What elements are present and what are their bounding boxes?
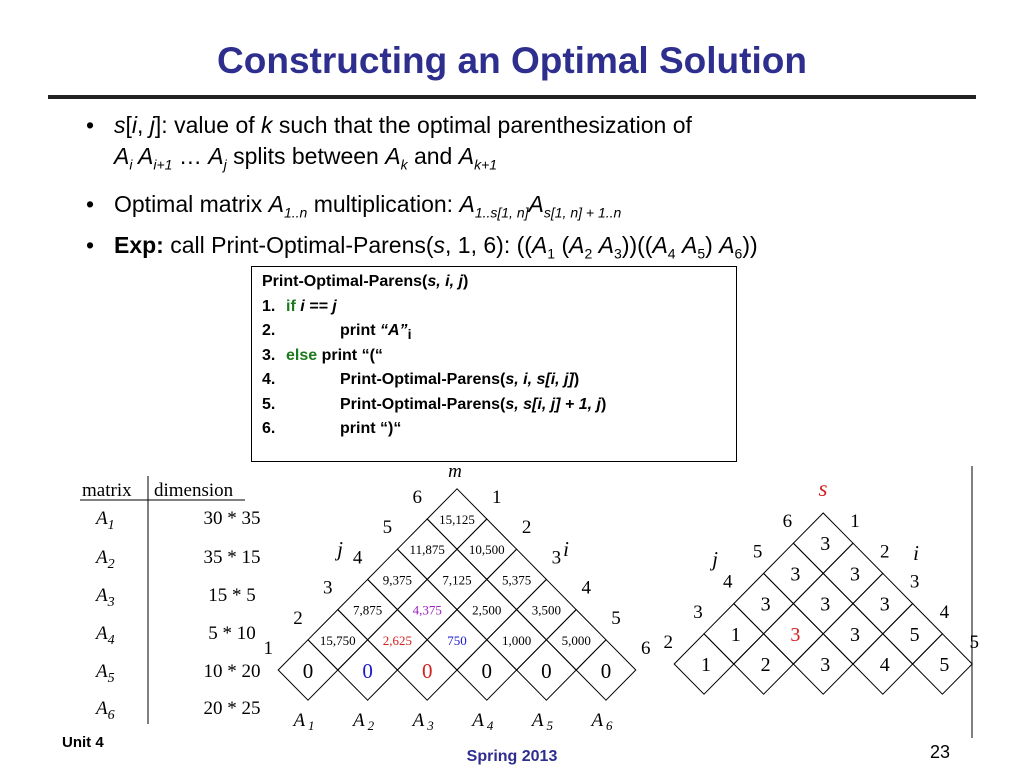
m-i-axis-label: i bbox=[563, 537, 569, 561]
table-dimension-cell: 5 * 10 bbox=[208, 623, 256, 644]
m-cell-value: 0 bbox=[600, 659, 612, 683]
matrix-letter: A bbox=[293, 710, 306, 731]
m-cell-value: 1,000 bbox=[501, 632, 532, 648]
footer-unit: Unit 4 bbox=[62, 734, 104, 751]
s-i-index: 3 bbox=[909, 571, 920, 593]
s-table-diagram bbox=[663, 476, 979, 694]
matrix-letter: A bbox=[412, 710, 425, 731]
s-cell-value: 5 bbox=[909, 623, 920, 646]
code-line-2: 2. print “$A”_i$ bbox=[262, 322, 412, 343]
header-dimension: dimension bbox=[154, 480, 234, 501]
s-cell-value: 3 bbox=[760, 593, 771, 616]
matrix-subscript: 1 bbox=[308, 718, 315, 733]
s-j-index: 2 bbox=[663, 632, 673, 653]
table-dimension-cell: 20 * 25 bbox=[203, 698, 261, 719]
s-cell-value: 4 bbox=[879, 654, 890, 676]
m-j-axis-label: j bbox=[337, 537, 343, 561]
m-matrix-label bbox=[411, 710, 435, 733]
table-dimension-cell: 35 * 15 bbox=[203, 547, 261, 568]
bullet-example: • Exp: call Print-Optimal-Parens(s, 1, 6): (($A_1$ ($A_2$ $A_3))((A_4$ $A_5$) $A_6$)) bbox=[86, 232, 758, 262]
s-i-index: 4 bbox=[939, 601, 950, 623]
matrix-subscript: 4 bbox=[486, 718, 494, 733]
code-line-6: 6. print “)“ bbox=[262, 420, 402, 437]
matrix-letter: A bbox=[96, 508, 108, 529]
m-cell-value: 7,125 bbox=[442, 572, 472, 588]
matrix-subscript: 6 bbox=[606, 718, 613, 733]
s-cell-value: 3 bbox=[850, 563, 860, 586]
matrix-letter: A bbox=[96, 547, 108, 568]
table-dimension-cell: 30 * 35 bbox=[203, 508, 261, 529]
m-cell-value: 7,875 bbox=[352, 602, 383, 618]
matrix-subscript: 3 bbox=[427, 718, 434, 733]
m-cell-value: 2,625 bbox=[382, 632, 413, 648]
m-cell-value: 5,000 bbox=[561, 632, 591, 648]
bullet-dot: • bbox=[86, 232, 95, 259]
slide-title: Constructing an Optimal Solution bbox=[217, 40, 807, 81]
bullet-line-2: $A_i$ $A_{i+1}$ … $A_j$ splits between $A_k$ and $A_{k+1}$ bbox=[114, 143, 498, 173]
s-cell-value: 3 bbox=[820, 533, 831, 556]
bullet-dot: • bbox=[86, 112, 95, 138]
s-cell-value: 3 bbox=[820, 654, 831, 676]
matrix-subscript: 1 bbox=[107, 517, 115, 533]
m-cell-value: 9,375 bbox=[382, 572, 413, 588]
m-cell-value: 3,500 bbox=[531, 602, 562, 618]
m-i-index: 4 bbox=[581, 577, 591, 599]
table-dimension-cell: 15 * 5 bbox=[208, 585, 256, 606]
s-i-index: 2 bbox=[880, 541, 890, 563]
m-cell-value: 15,750 bbox=[319, 632, 356, 648]
s-cell-value: 3 bbox=[790, 563, 801, 586]
m-cell-value: 0 bbox=[481, 659, 493, 683]
matrix-subscript: 4 bbox=[107, 632, 115, 648]
m-j-index: 4 bbox=[352, 547, 363, 569]
m-cell-value: 0 bbox=[541, 659, 552, 683]
m-i-index: 1 bbox=[492, 487, 502, 508]
matrix-subscript: 2 bbox=[367, 718, 375, 733]
m-i-index: 3 bbox=[551, 547, 562, 569]
matrix-letter: A bbox=[96, 698, 108, 719]
s-cell-value: 3 bbox=[879, 593, 890, 616]
code-line-5: 5. Print-Optimal-Parens(s, s[i, j] + 1, j) bbox=[262, 395, 607, 413]
m-cell-value: 15,125 bbox=[439, 512, 475, 527]
m-i-index: 5 bbox=[611, 607, 621, 629]
m-cell-value: 750 bbox=[447, 632, 467, 648]
matrix-letter: A bbox=[353, 710, 365, 731]
table-dimension-cell: 10 * 20 bbox=[203, 661, 261, 682]
m-cell-value: 0 bbox=[302, 659, 314, 683]
m-matrix-label bbox=[470, 710, 494, 733]
page-number: 23 bbox=[930, 742, 951, 762]
m-cell-value: 0 bbox=[421, 659, 433, 683]
bullet-line-1: s[i, j]: value of k such that the optimal parenthesization of bbox=[114, 112, 692, 138]
s-cell-value: 5 bbox=[939, 654, 950, 676]
matrix-subscript: 3 bbox=[107, 594, 115, 610]
s-cell-value: 3 bbox=[820, 593, 831, 616]
m-matrix-label bbox=[351, 710, 375, 733]
bullet-dot: • bbox=[86, 190, 95, 217]
s-cell-value: 2 bbox=[760, 654, 771, 676]
code-line-3: 3. else print “(“ bbox=[262, 346, 383, 364]
s-j-index: 4 bbox=[723, 571, 733, 593]
code-header: Print-Optimal-Parens(s, i, j) bbox=[262, 273, 469, 290]
matrix-letter: A bbox=[96, 661, 108, 682]
s-cell-value: 1 bbox=[730, 623, 741, 646]
s-j-index: 5 bbox=[752, 541, 763, 563]
s-j-axis-label: j bbox=[712, 547, 718, 571]
m-cell-value: 5,375 bbox=[501, 572, 532, 588]
m-j-index: 6 bbox=[412, 487, 422, 508]
code-line-4: 4. Print-Optimal-Parens(s, i, s[i, j]) bbox=[262, 371, 580, 388]
matrix-letter: A bbox=[472, 710, 484, 731]
bullet-optimal-multiplication: • Optimal matrix $A_{1..n}$ multiplication: $A_{1..s[1, n]}A_{s[1, n] + 1..n}$ bbox=[86, 190, 622, 221]
s-cell-value: 1 bbox=[701, 654, 711, 676]
matrix-letter: A bbox=[591, 710, 604, 731]
s-j-index: 3 bbox=[693, 601, 703, 623]
m-cell-value: 10,500 bbox=[468, 542, 505, 558]
footer-term: Spring 2013 bbox=[466, 748, 558, 765]
matrix-subscript: 5 bbox=[107, 670, 115, 686]
s-table-label: s bbox=[818, 476, 828, 501]
m-j-index: 3 bbox=[323, 577, 333, 599]
matrix-subscript: 6 bbox=[107, 707, 115, 723]
m-cell-value: 0 bbox=[362, 659, 373, 683]
m-i-index: 6 bbox=[641, 638, 651, 659]
m-matrix-label bbox=[530, 710, 554, 733]
m-j-index: 1 bbox=[263, 638, 273, 659]
matrix-letter: A bbox=[96, 623, 108, 644]
m-cell-value: 4,375 bbox=[412, 602, 442, 618]
m-table-diagram bbox=[263, 461, 650, 733]
s-i-index: 5 bbox=[969, 632, 979, 653]
s-i-axis-label: i bbox=[913, 541, 919, 565]
s-cell-value: 3 bbox=[850, 623, 860, 646]
header-matrix: matrix bbox=[82, 480, 132, 501]
matrix-subscript: 2 bbox=[107, 556, 115, 572]
s-i-index: 1 bbox=[850, 511, 860, 533]
m-j-index: 5 bbox=[382, 517, 393, 539]
matrix-letter: A bbox=[531, 710, 544, 731]
s-cell-value: 3 bbox=[790, 623, 801, 646]
code-line-1: 1. if i == j bbox=[262, 297, 337, 315]
m-cell-value: 2,500 bbox=[472, 602, 502, 618]
m-matrix-label bbox=[291, 710, 314, 733]
m-i-index: 2 bbox=[521, 517, 532, 539]
matrix-letter: A bbox=[96, 585, 108, 606]
s-j-index: 6 bbox=[782, 511, 793, 533]
m-table-label: m bbox=[448, 461, 462, 482]
m-matrix-label bbox=[589, 710, 613, 733]
matrix-subscript: 5 bbox=[546, 718, 553, 733]
m-cell-value: 11,875 bbox=[409, 542, 445, 558]
m-j-index: 2 bbox=[293, 607, 303, 629]
